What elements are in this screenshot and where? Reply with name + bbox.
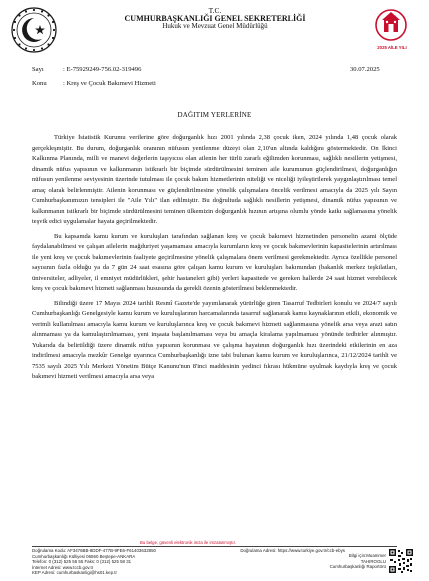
letterhead xyxy=(90,7,340,31)
footer-phone: Telefon: 0 (312) 525 55 55 Faks: 0 (312) 525 58 31 xyxy=(32,559,132,565)
info-name: TAHIROGLU xyxy=(360,558,386,564)
contact-person xyxy=(326,553,386,570)
verification-address[interactable]: Doğrulama Adresi: https://www.turkiye.gov.tr/ccb-ebys xyxy=(240,548,345,553)
header-line-institution: CUMHURBAŞKANLIĞI GENEL SEKRETERLİĞİ xyxy=(124,13,306,23)
info-title: Cumhurbaşkanlığı Raportörü xyxy=(329,564,386,570)
header-line-tc: T.C. xyxy=(208,6,222,15)
body-paragraph-2: Bu kapsamda kamu kurum ve kuruluşları tarafından sağlanan kreş ve çocuk bakımevi hizmetinden personelin azami ölçüde faydalanabilmesi ve çalışan ailelerin mağduriyet yaşamaması amacıyla kurumların kreş ve çocuk bakımevlerinin kapasitelerinin artırılması ile yeni kreş ve çocuk bakımevlerinin faaliyete geçirilmesine yönelik çalışmalara önem verilmesi gerekmektedir. Ayrıca özellikle personel sayısının fazla olduğu ya da 7 gün 24 saat esasına göre çalışan kamu kurum ve kuruluşları bakımından (bakanlık merkez teşkilatları, üniversiteler, adliyeler, il emniyet müdürlükleri, şehir hastaneleri gibi) yerleri kapasitede ve gereken hallerde 24 saat hizmet verebilecek kreş ve çocuk bakımevi hizmeti sağlanması hususunda da gerekli özenin gösterilmesi beklenmektedir. xyxy=(32,232,397,292)
qr-code-icon xyxy=(388,548,414,574)
info-label: Bilgi için:Muammer xyxy=(348,553,386,558)
letter-body xyxy=(32,133,397,387)
body-paragraph-1: Türkiye İstatistik Kurumu verilerine göre doğurganlık hızı 2001 yılında 2,38 çocuk iken, 2024 yılında 1,48 çocuk olarak gerçekleşmiştir. Bu durum, doğurganlık oranının nüfusun yenilenme düzeyi olan 2,10'un altında kaldığını göstermektedir. On İkinci Kalkınma Planında, milli ve manevi değerlerin taşıyıcısı olan ailenin her türlü zararlı eğilimden korunması, sağlıklı nesillerin yetişmesi, dinamik nüfus yapısının ve kalkınmanın istikrarlı bir biçimde sürdürülmesini teminen aile kurumunun güçlendirilmesi, doğurganlığın nüfusun yenilenme seviyesinin üzerinde tutulması ile çocuk bakım hizmetlerinin niteliği ve niceliği iyileştirilerek yaygınlaştırılması temel amaç olarak belirlenmiştir. Ailenin korunması ve güçlendirilmesine yönelik çalışmalara öncelik verilmesi amacıyla da 2025 yılı Sayın Cumhurbaşkanımızın tensipleri ile "Aile Yılı" ilan edilmiştir. Bu doğrultuda sağlıklı nesillerin yetişmesi, dinamik nüfus yapısının ve kalkınmanın istikrarlı bir biçimde sürdürülmesini teminen ülkemizin doğurganlık hızının artışına olumlu yönde katkı sağlamasına yönelik teşvik edici uygulamalar hayata geçirilmektedir. xyxy=(32,134,397,225)
footer-web[interactable]: İnternet Adresi: www.tccb.gov.tr xyxy=(32,564,94,570)
e-signature-note: Bu belge, güvenli elektronik imza ile imzalanmıştır. xyxy=(140,540,237,545)
konu-value: : Kreş ve Çocuk Bakımevi Hizmeti xyxy=(63,80,156,87)
verification-code: Doğrulama Kodu: AF3476BB-8DDF-477B-9FE6-F61403632850 xyxy=(32,548,156,553)
sayi-label: Sayı xyxy=(32,66,44,73)
sayi-value: : E-75929249-756.02-319496 xyxy=(63,66,142,73)
header-line-department: Hukuk ve Mevzuat Genel Müdürlüğü xyxy=(162,22,268,31)
footer-divider xyxy=(32,546,397,547)
document-date: 30.07.2025 xyxy=(350,66,380,73)
aile-yili-caption: 2025 AİLE YILI xyxy=(377,45,407,50)
konu-label: Konu xyxy=(32,80,47,87)
presidential-emblem-icon xyxy=(10,6,58,54)
body-paragraph-3: Bilindiği üzere 17 Mayıs 2024 tarihli Resmî Gazete'de yayımlanarak yürürlüğe giren Tasarruf Tedbirleri konulu ve 2024/7 sayılı Cumhurbaşkanlığı Genelgesiyle kamu kurum ve kuruluşlarının harcamalarında tasarruf sağlanarak kamu kaynaklarının etkili, ekonomik ve verimli kullanılması amacıyla kamu kurum ve kuruluşlarınca kreş ve çocuk bakımevi hizmeti sağlanmasına yönelik arsa veya arazi satın alınmaması ya da kamulaştırılmaması, yeni inşaata başlanılmaması veya bu amaçla kiralama yapılmaması yönünde tedbirler alınmıştır. Yukarıda da belirtildiği üzere dinamik nüfus yapısının korunması ve çalışma hayatının doğurganlık hızı üzerindeki etkilerinin en aza indirilmesi amacıyla mezkûr Genelge uyarınca Cumhurbaşkanlığı izne tabi bulunan kamu kurum ve kuruluşlarınca, 21/12/2024 tarihli ve 7535 sayılı 2025 Yılı Merkezi Yönetim Bütçe Kanunu'nun 8'inci maddesinin yedinci fıkrası hükmüne uyulmak kaydıyla kreş ve çocuk bakımevi hizmeti verilmesi amacıyla arsa veya xyxy=(32,299,397,380)
footer-kep[interactable]: KEP Adresi: cumhurbaskanligi@hs01.kep.tr xyxy=(32,570,117,576)
footer-address: Cumhurbaşkanlığı Külliyesi 06560 Beştepe-ANKARA xyxy=(32,553,136,559)
distribution-title: DAĞITIM YERLERİNE xyxy=(177,111,252,119)
